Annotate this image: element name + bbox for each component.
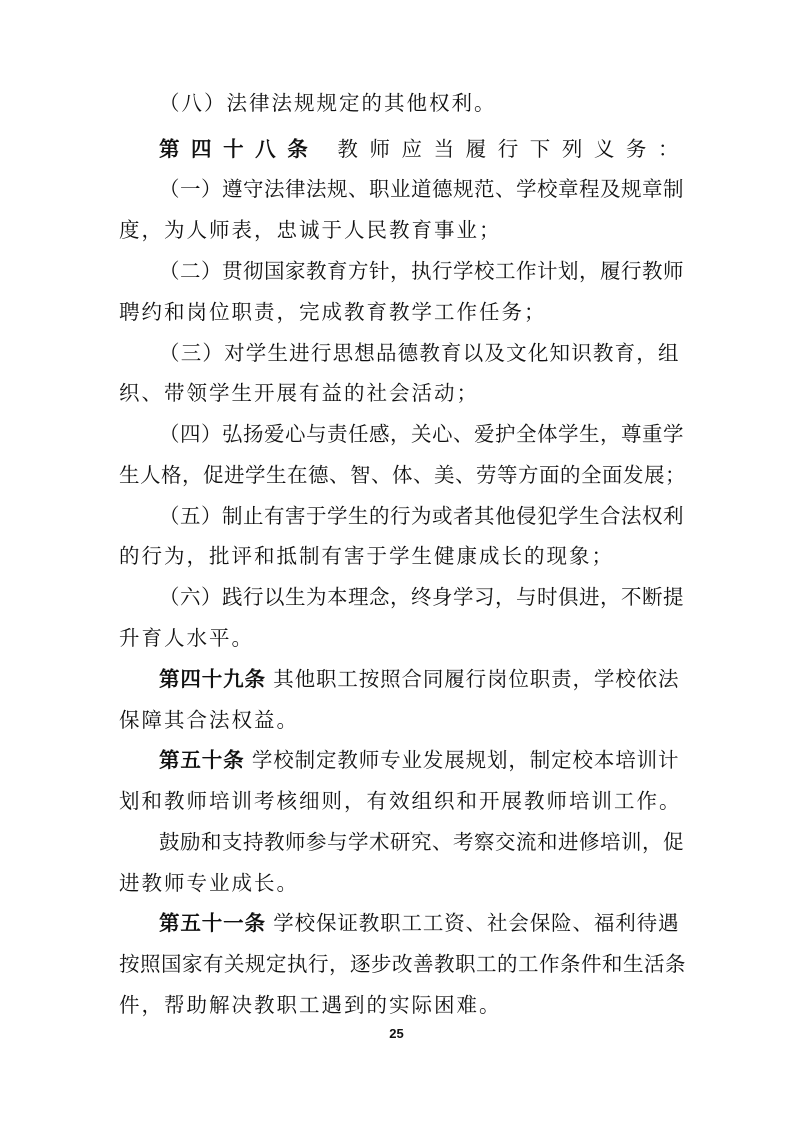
text-line: 度，为人师表，忠诚于人民教育事业； — [119, 218, 502, 243]
article-51-heading-line: 第五十一条 学校保证教职工工资、社会保险、福利待遇 — [159, 911, 680, 936]
text-line: 生人格，促进学生在德、智、体、美、劳等方面的全面发展； — [119, 462, 686, 487]
article-number: 第五十条 — [159, 748, 245, 773]
text-line: 聘约和岗位职责，完成教育教学工作任务； — [119, 299, 547, 324]
article-48-heading-line: 第四十八条 教师应当履行下列义务： — [159, 136, 679, 161]
text-line: 按照国家有关规定执行，逐步改善教职工的工作条件和生活条 — [119, 952, 686, 977]
text-line: 进教师专业成长。 — [119, 870, 299, 895]
text-line: （八）法律法规规定的其他权利。 — [159, 91, 497, 115]
text-line: （四）弘扬爱心与责任感，关心、爱护全体学生，尊重学 — [159, 422, 684, 447]
page-number: 25 — [389, 1026, 404, 1041]
text-line: 的行为，批评和抵制有害于学生健康成长的现象； — [119, 544, 614, 569]
article-number: 第五十一条 — [159, 911, 266, 936]
article-number: 第四十九条 — [159, 666, 266, 691]
text-line: （三）对学生进行思想品德教育以及文化知识教育，组 — [159, 340, 679, 365]
text-line: （六）践行以生为本理念，终身学习，与时俱进，不断提 — [159, 585, 684, 610]
article-50-heading-line: 第五十条 学校制定教师专业发展规划，制定校本培训计 — [159, 748, 680, 773]
text-line: 升育人水平。 — [119, 626, 254, 650]
text-line: 划和教师培训考核细则，有效组织和开展教师培训工作。 — [119, 789, 682, 814]
article-number: 第四十八条 — [159, 136, 320, 161]
text-line: 保障其合法权益。 — [119, 707, 299, 732]
article-49-heading-line: 第四十九条 其他职工按照合同履行岗位职责，学校依法 — [159, 666, 680, 691]
text-line: （五）制止有害于学生的行为或者其他侵犯学生合法权利 — [159, 503, 684, 528]
text-line: 织、带领学生开展有益的社会活动； — [119, 381, 479, 406]
text-line: （二）贯彻国家教育方针，执行学校工作计划，履行教师 — [159, 259, 684, 283]
text-line: （一）遵守法律法规、职业道德规范、学校章程及规章制 — [159, 177, 684, 202]
text-line: 鼓励和支持教师参与学术研究、考察交流和进修培训，促 — [159, 829, 684, 854]
text-line: 件，帮助解决教职工遇到的实际困难。 — [119, 993, 502, 1017]
